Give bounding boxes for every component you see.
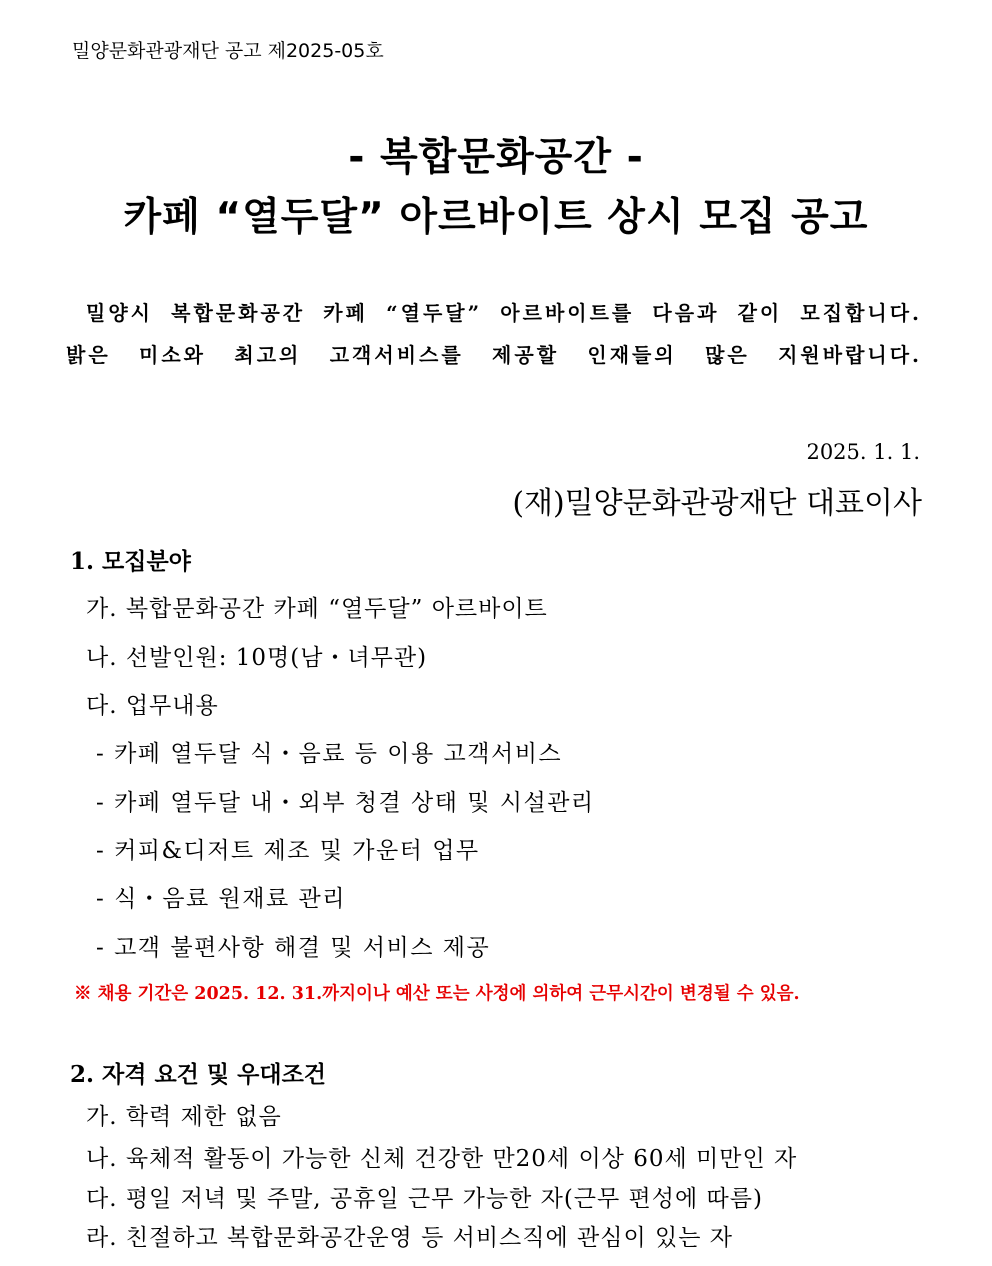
list-item: 다. 업무내용 — [86, 693, 219, 719]
issuer-name: (재)밀양문화관광재단 대표이사 — [512, 486, 922, 521]
list-item: 나. 선발인원: 10명(남・녀무관) — [86, 645, 428, 671]
list-item: 다. 평일 저녁 및 주말, 공휴일 근무 가능한 자(근무 편성에 따름) — [86, 1186, 763, 1212]
document-number: 밀양문화관광재단 공고 제2025-05호 — [72, 40, 384, 62]
intro-paragraph-line-2: 밝은 미소와 최고의 고객서비스를 제공할 인재들의 많은 지원바랍니다. — [66, 343, 922, 367]
page-title-line-2: 카페 “열두달” 아르바이트 상시 모집 공고 — [123, 195, 869, 240]
announcement-date: 2025. 1. 1. — [806, 440, 920, 464]
section-heading-qualifications: 2. 자격 요건 및 우대조건 — [70, 1061, 327, 1088]
list-item: 가. 학력 제한 없음 — [86, 1104, 282, 1130]
list-item: 라. 친절하고 복합문화공간운영 등 서비스직에 관심이 있는 자 — [86, 1225, 733, 1251]
duty-item: - 커피&디저트 제조 및 가운터 업무 — [96, 838, 480, 864]
list-item: 가. 복합문화공간 카페 “열두달” 아르바이트 — [86, 596, 548, 622]
list-item: 나. 육체적 활동이 가능한 신체 건강한 만20세 이상 60세 미만인 자 — [86, 1146, 798, 1172]
duty-item: - 고객 불편사항 해결 및 서비스 제공 — [96, 935, 491, 961]
duty-item: - 카페 열두달 식・음료 등 이용 고객서비스 — [96, 741, 563, 767]
duty-item: - 식・음료 원재료 관리 — [96, 886, 346, 912]
section-heading-recruitment-field: 1. 모집분야 — [70, 548, 191, 575]
intro-paragraph-line-1: 밀양시 복합문화공간 카페 “열두달” 아르바이트를 다음과 같이 모집합니다. — [86, 301, 922, 325]
duty-item: - 카페 열두달 내・외부 청결 상태 및 시설관리 — [96, 790, 595, 816]
page-title-line-1: - 복합문화공간 - — [348, 135, 644, 180]
employment-period-notice: ※ 채용 기간은 2025. 12. 31.까지이나 예산 또는 사정에 의하여 근무시간이 변경될 수 있음. — [74, 984, 800, 1004]
